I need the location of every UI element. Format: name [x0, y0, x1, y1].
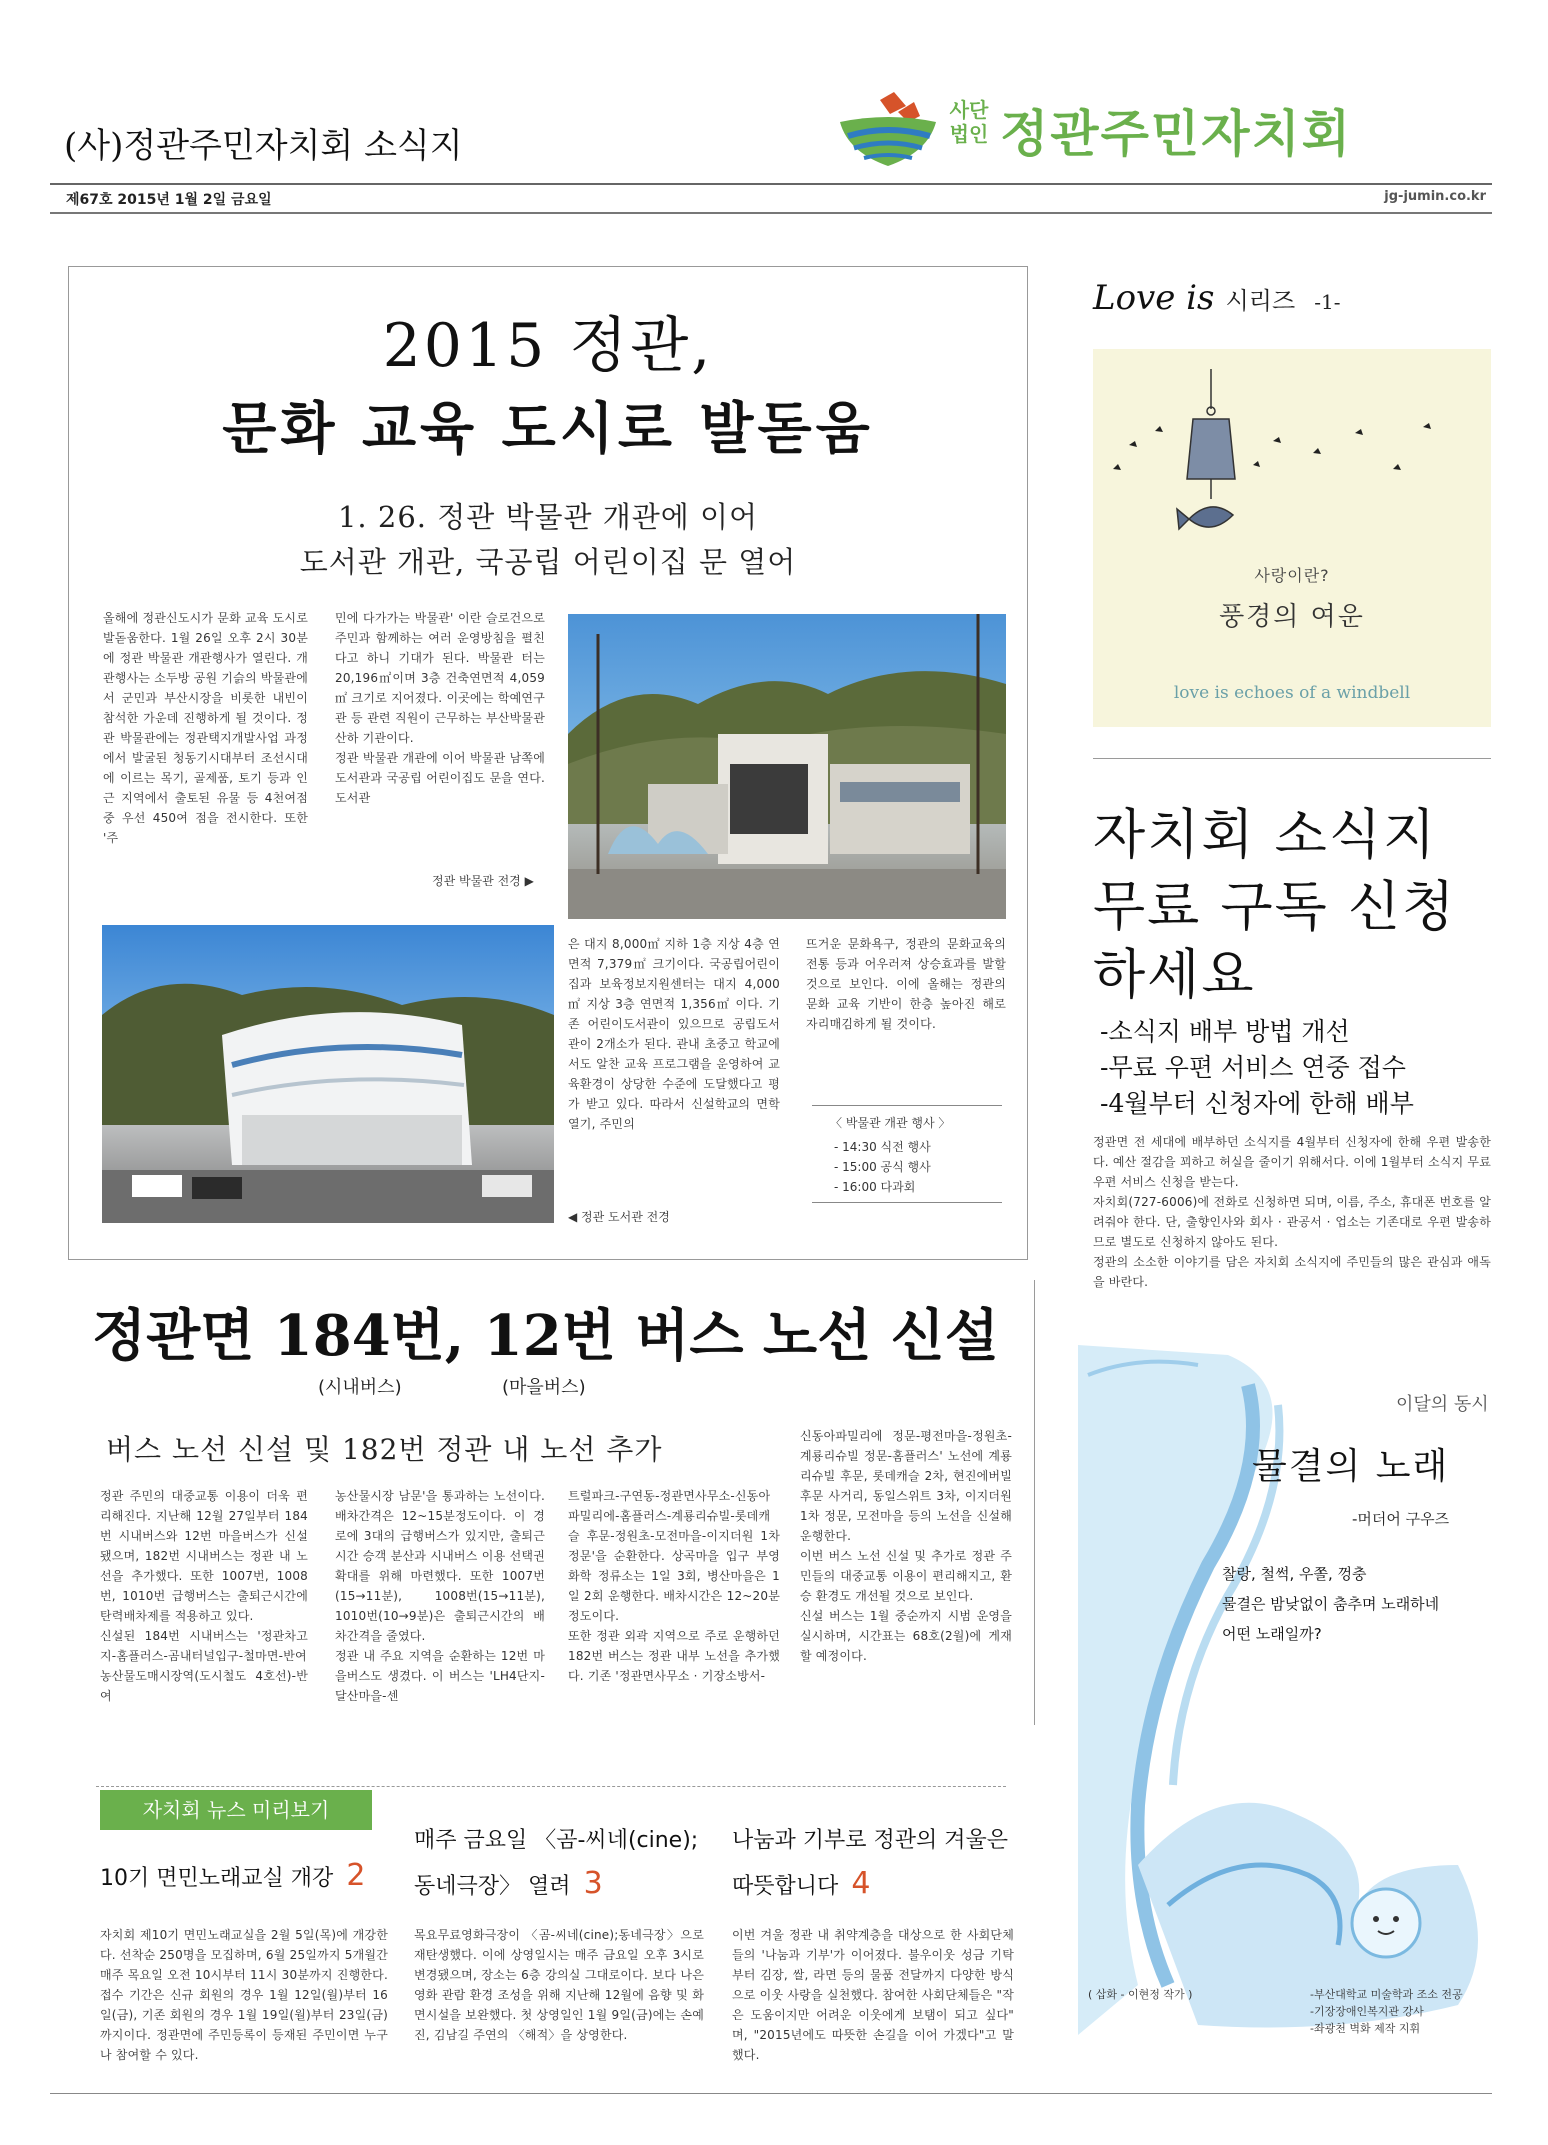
poem-label: 이달의 동시: [1396, 1394, 1489, 1415]
love-is-answer: 풍경의 여운: [1219, 602, 1365, 632]
love-is-heading: [1093, 278, 1341, 318]
logo-emblem-icon: [838, 92, 938, 172]
poem-line: 어떤 노래일까?: [1222, 1625, 1322, 1643]
love-is-question: 사랑이란?: [1254, 566, 1330, 585]
lead-column-4: 뜨거운 문화욕구, 정관의 문화교육의 전통 등과 어우러져 상승효과를 발할 것으로 보인다. 이에 올해는 정관의 문화 교육 기반이 한층 높아진 해로 자리매김하게 될 것이다.: [806, 937, 1006, 1031]
subscribe-headline-2: 무료 구독 신청: [1093, 875, 1457, 938]
lead-headline-2: 문화 교육 도시로 발돋움: [222, 396, 874, 462]
preview-page-number: 2: [346, 1858, 366, 1893]
museum-events-box: [812, 1105, 1002, 1203]
love-is-number: -1-: [1314, 290, 1341, 314]
website-link[interactable]: jg-jumin.co.kr: [1384, 189, 1486, 204]
windbell-illustration: [1093, 349, 1491, 727]
lead-subhead-1: 1. 26. 정관 박물관 개관에 이어: [337, 500, 759, 534]
poem-author: -머더어 구우즈: [1352, 1510, 1450, 1528]
preview-item-body: 목요무료영화극장이 〈곰-씨네(cine);동네극장〉으로 재탄생했다. 이에 상영일시는 매주 금요일 오후 3시로 변경됐으며, 장소는 6층 강의실 그대로이다. 보다 나은 영화 관람 환경 조성을 위해 지난해 12월에 음향 및 화면시설을 보완했다. 첫 상영일인 1월 9일(금)에는 손예진, 김남길 주연의 〈해적〉을 상영한다.: [414, 1928, 704, 2042]
preview-label: 자치회 뉴스 미리보기: [100, 1790, 372, 1830]
preview-item-2[interactable]: [414, 1820, 714, 1909]
bus-label-city: (시내버스): [318, 1377, 402, 1398]
love-is-english: love is echoes of a windbell: [1173, 683, 1411, 703]
bus-column-4: 신동아파밀리에 정문-평전마을-정원초-계룡리슈빌 정문-홈플러스' 노선에 계룡리슈빌 후문, 롯데캐슬 2차, 현진에버빌 후문 사거리, 동일스위트 3차, 이지더원 1차 정문, 모전마을 등의 노선을 신설해 운행한다. 이번 버스 노선 신설 및 추가로 정관 주민들의 대중교통 이용이 편리해지고, 환승 환경도 개선될 것으로 보인다. 신설 버스는 1월 중순까지 시범 운영을 실시하며, 시간표는 68호(2월)에 게재할 예정이다.: [800, 1429, 1012, 1663]
logo-corp-label: 사단 법인: [949, 98, 989, 146]
preview-page-number: 3: [583, 1866, 603, 1901]
bus-headline: 정관면 184번, 12번 버스 노선 신설: [92, 1303, 999, 1369]
lead-column-3: 은 대지 8,000㎡ 지하 1층 지상 4층 연면적 7,379㎡ 크기이다. 국공립어린이집과 보육정보지원센터는 대지 4,000㎡ 지상 3층 연면적 1,356㎡ 이다. 기존 어린이도서관이 있으므로 공립도서관이 2개소가 된다. 관내 초중고 학교에서도 알찬 교육 프로그램을 운영하여 교육환경이 상당한 수준에 도달했다고 평가 받고 있다. 따라서 신설학교의 면학열기, 주민의: [568, 937, 780, 1131]
poem-line: 찰랑, 철썩, 우쫄, 껑충: [1222, 1565, 1367, 1583]
newsletter-title: (사)정관주민자치회 소식지: [64, 126, 463, 166]
preview-item-body: 이번 겨울 정관 내 취약계층을 대상으로 한 사회단체들의 '나눔과 기부'가 이어졌다. 불우이웃 성금 기탁부터 김장, 쌀, 라면 등의 물품 전달까지 다양한 방식으로 이웃 사랑을 실천했다. 참여한 사회단체들은 "작은 도움이지만 어려운 이웃에게 보탬이 되고 싶다" 며, "2015년에도 따뜻한 손길을 이어 가겠다"고 말했다.: [732, 1928, 1014, 2062]
bus-column-3: 트럴파크-구연동-정관면사무소-신동아파밀리에-홈플러스-계룡리슈빌-롯데캐슬 후문-정원초-모전마을-이지더원 1차 정문'을 순환한다. 상곡마을 입구 부영화학 정류소는 1일 3회, 병산마을은 1일 2회 운행한다. 배차시간은 12~20분정도이다. 또한 정관 외곽 지역으로 주로 운행하던 182번 버스는 정관 내부 노선을 추가했다. 기존 '정관면사무소 · 기장소방서-: [568, 1489, 780, 1683]
love-is-series: 시리즈: [1225, 287, 1296, 315]
event-item: - 16:00 다과회: [834, 1180, 916, 1194]
issue-date: 제67호 2015년 1월 2일 금요일: [66, 192, 272, 208]
poem-title: 물결의 노래: [1252, 1446, 1450, 1487]
artist-info-line: -부산대학교 미술학과 조소 전공: [1310, 1988, 1463, 2001]
museum-photo: [568, 614, 1006, 919]
library-photo-caption: ◀ 정관 도서관 전경: [568, 1210, 670, 1224]
preview-item-1[interactable]: [100, 1858, 392, 1893]
preview-item-title: 매주 금요일 〈곰-씨네(cine);동네극장〉 열려: [414, 1828, 699, 1899]
events-title: 〈 박물관 개관 행사 〉: [830, 1116, 951, 1130]
poem-line: 물결은 밤낮없이 춤추며 노래하네: [1222, 1595, 1440, 1613]
lead-headline-1: 2015 정관,: [382, 311, 714, 381]
artist-info-line: -좌광천 벽화 제작 지휘: [1310, 2022, 1421, 2035]
bus-column-2: 농산물시장 남문'을 통과하는 노선이다. 배차간격은 12~15분정도이다. 이 경로에 3대의 급행버스가 있지만, 출퇴근 시간 승객 분산과 시내버스 이용 선택권 확대를 위해 마련했다. 또한 1007번(15→11분), 1008번(15→11분), 1010번(10→9분)은 출퇴근시간의 배차간격을 줄였다. 정관 내 주요 지역을 순환하는 12번 마을버스도 생겼다. 이 버스는 'LH4단지-달산마을-센: [335, 1489, 545, 1703]
subscribe-body: 정관면 전 세대에 배부하던 소식지를 4월부터 신청자에 한해 우편 발송한다. 예산 절감을 꾀하고 허실을 줄이기 위해서다. 이에 1월부터 소식지 무료 우편 서비스 신청을 받는다. 자치회(727-6006)에 전화로 신청하면 되며, 이름, 주소, 휴대폰 번호를 알려줘야 한다. 단, 출향인사와 회사 · 관공서 · 업소는 기존대로 우편 발송하므로 별도로 신청하지 않아도 된다. 정관의 소소한 이야기를 담은 자치회 소식지에 주민들의 많은 관심과 애독을 바란다.: [1093, 1135, 1491, 1289]
preview-item-title: 나눔과 기부로 정관의 겨울은 따뜻합니다: [732, 1828, 1009, 1899]
lead-subhead-2: 도서관 개관, 국공립 어린이집 문 열어: [299, 545, 797, 579]
lead-column-1: 올해에 정관신도시가 문화 교육 도시로 발돋움한다. 1월 26일 오후 2시 30분에 정관 박물관 개관행사가 열린다. 개관행사는 소두방 공원 기슭의 박물관에서 군민과 부산시장을 비롯한 내빈이 참석한 가운데 진행하게 될 것이다. 정관 박물관에는 정관택지개발사업 과정에서 발굴된 청동기시대부터 조선시대에 이르는 목기, 골제품, 토기 등과 인근 지역에서 출토된 유물 등 4천여점 중 우선 450여 점을 전시한다. 또한 '주: [103, 611, 308, 845]
preview-page-number: 4: [851, 1866, 871, 1901]
preview-item-title: 10기 면민노래교실 개강: [100, 1866, 334, 1891]
museum-photo-caption: 정관 박물관 전경 ▶: [432, 874, 534, 888]
love-is-title: Love is: [1093, 278, 1215, 318]
event-item: - 14:30 식전 행사: [834, 1140, 931, 1154]
event-item: - 15:00 공식 행사: [834, 1160, 931, 1174]
logo: [838, 92, 1478, 172]
logo-name: 정관주민자치회: [1000, 105, 1353, 163]
preview-item-3[interactable]: [732, 1820, 1012, 1909]
subscribe-headline-1: 자치회 소식지: [1093, 803, 1438, 866]
bus-column-1: 정관 주민의 대중교통 이용이 더욱 편리해진다. 지난해 12월 27일부터 184번 시내버스와 12번 마을버스가 신설됐으며, 182번 시내버스는 정관 내 노선을 추가했다. 또한 1007번, 1008번, 1010번 급행버스는 출퇴근시간에 탄력배차제를 적용하고 있다. 신설된 184번 시내버스는 '정관차고지-홈플러스-곰내터널입구-철마면-반여농산물도매시장역(도시철도 4호선)-반여: [100, 1489, 308, 1703]
bus-subhead: 버스 노선 신설 및 182번 정관 내 노선 추가: [106, 1433, 663, 1466]
subscribe-point: -4월부터 신청자에 한해 배부: [1100, 1089, 1414, 1118]
artist-info-line: -기장장애인복지관 강사: [1310, 2005, 1424, 2018]
library-photo: [102, 925, 554, 1223]
illustration-credit: ( 삽화 - 이현정 작가 ): [1088, 1988, 1193, 2001]
subscribe-point: -무료 우편 서비스 연중 접수: [1100, 1053, 1406, 1082]
preview-item-body: 자치회 제10기 면민노래교실을 2월 5일(목)에 개강한다. 선착순 250명을 모집하며, 6월 25일까지 5개월간 매주 목요일 오전 10시부터 11시 30분까지 진행한다. 접수 기간은 신규 회원의 경우 1월 12일(월)부터 16일(금), 기존 회원의 경우 1월 19일(월)부터 23일(금)까지이다. 정관면에 주민등록이 등재된 주민이면 누구나 참여할 수 있다.: [100, 1928, 388, 2062]
subscribe-point: -소식지 배부 방법 개선: [1100, 1017, 1350, 1046]
lead-column-2: 민에 다가가는 박물관' 이란 슬로건으로 주민과 함께하는 여러 운영방침을 펼친다고 하니 기대가 된다. 박물관 터는 20,196㎡이며 3층 건축연면적 4,059㎡ 크기로 지어졌다. 이곳에는 학예연구관 등 관련 직원이 근무하는 부산박물관 산하 기관이다. 정관 박물관 개관에 이어 박물관 남쪽에 도서관과 국공립 어린이집도 문을 연다. 도서관: [335, 611, 545, 805]
bus-label-village: (마을버스): [502, 1377, 586, 1398]
subscribe-headline-3: 하세요: [1093, 943, 1256, 1006]
